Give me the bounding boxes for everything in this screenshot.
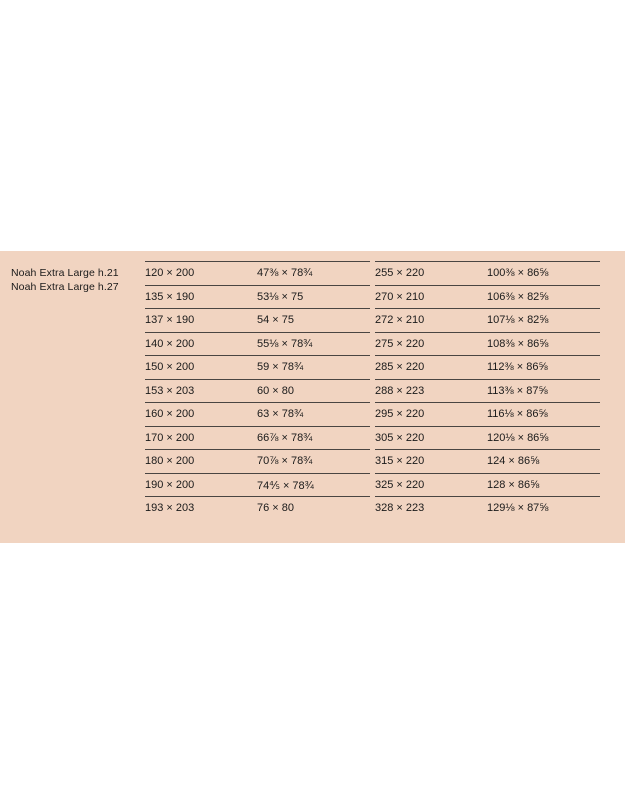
size-row xyxy=(375,332,600,356)
size-inches: 108⅜ × 86⅝ xyxy=(487,337,549,350)
size-inches: 54 × 75 xyxy=(257,314,295,326)
size-row xyxy=(375,449,600,473)
size-row xyxy=(375,355,600,379)
size-cm: 328 × 223 xyxy=(375,502,425,514)
size-cm: 270 × 210 xyxy=(375,290,425,303)
size-cm: 140 × 200 xyxy=(145,337,195,350)
size-row xyxy=(375,379,600,403)
size-row xyxy=(145,285,370,309)
size-row xyxy=(145,402,370,426)
size-cm: 305 × 220 xyxy=(375,431,425,444)
size-cm: 295 × 220 xyxy=(375,408,425,420)
size-inches: 129⅛ × 87⅝ xyxy=(487,502,549,514)
size-inches: 128 × 86⅝ xyxy=(487,478,540,491)
size-cm: 160 × 200 xyxy=(145,408,195,420)
size-row xyxy=(375,426,600,450)
size-cm: 325 × 220 xyxy=(375,478,425,491)
size-cm: 170 × 200 xyxy=(145,431,195,444)
size-column-right xyxy=(375,261,600,520)
size-row xyxy=(375,308,600,332)
size-cm: 190 × 200 xyxy=(145,478,195,491)
size-row xyxy=(375,473,600,497)
size-row xyxy=(375,261,600,285)
size-inches: 113⅜ × 87⅝ xyxy=(487,384,548,397)
size-cm: 135 × 190 xyxy=(145,290,195,303)
size-cm: 275 × 220 xyxy=(375,337,425,350)
size-inches: 66⅞ × 78¾ xyxy=(257,431,313,444)
size-row xyxy=(145,332,370,356)
size-inches: 107⅛ × 82⅝ xyxy=(487,314,549,326)
size-inches: 47⅜ × 78¾ xyxy=(257,267,313,279)
product-label: Noah Extra Large h.27 xyxy=(11,281,119,293)
size-inches: 74⅘ × 78¾ xyxy=(257,479,314,492)
size-cm: 150 × 200 xyxy=(145,361,195,373)
size-inches: 116⅛ × 86⅝ xyxy=(487,408,548,420)
size-cm: 193 × 203 xyxy=(145,502,195,514)
size-inches: 60 × 80 xyxy=(257,384,295,397)
size-inches: 70⅞ × 78¾ xyxy=(257,455,313,467)
product-labels xyxy=(11,266,119,294)
size-cm: 315 × 220 xyxy=(375,455,425,467)
size-cm: 180 × 200 xyxy=(145,455,195,467)
size-row xyxy=(375,496,600,520)
size-row xyxy=(145,355,370,379)
size-inches: 112⅜ × 86⅝ xyxy=(487,361,548,373)
size-inches: 63 × 78¾ xyxy=(257,408,304,420)
size-inches: 55⅛ × 78¾ xyxy=(257,337,313,350)
size-cm: 137 × 190 xyxy=(145,314,195,326)
size-row xyxy=(145,426,370,450)
size-inches: 124 × 86⅝ xyxy=(487,455,540,467)
size-inches: 100⅜ × 86⅝ xyxy=(487,267,549,279)
size-column-left xyxy=(145,261,370,520)
size-row xyxy=(145,261,370,285)
size-row xyxy=(375,402,600,426)
product-label: Noah Extra Large h.21 xyxy=(11,267,119,279)
size-inches: 106⅜ × 82⅝ xyxy=(487,290,549,303)
size-row xyxy=(145,496,370,520)
size-row xyxy=(145,308,370,332)
size-row xyxy=(145,449,370,473)
size-cm: 285 × 220 xyxy=(375,361,425,373)
size-row xyxy=(375,285,600,309)
size-cm: 120 × 200 xyxy=(145,267,195,279)
size-row xyxy=(145,379,370,403)
size-inches: 53⅛ × 75 xyxy=(257,290,304,303)
size-table-panel xyxy=(0,251,625,543)
size-cm: 153 × 203 xyxy=(145,384,195,397)
size-inches: 120⅛ × 86⅝ xyxy=(487,431,549,444)
size-inches: 76 × 80 xyxy=(257,502,295,514)
size-cm: 288 × 223 xyxy=(375,384,425,397)
size-cm: 255 × 220 xyxy=(375,267,425,279)
size-inches: 59 × 78¾ xyxy=(257,361,304,373)
size-cm: 272 × 210 xyxy=(375,314,425,326)
size-row xyxy=(145,473,370,497)
